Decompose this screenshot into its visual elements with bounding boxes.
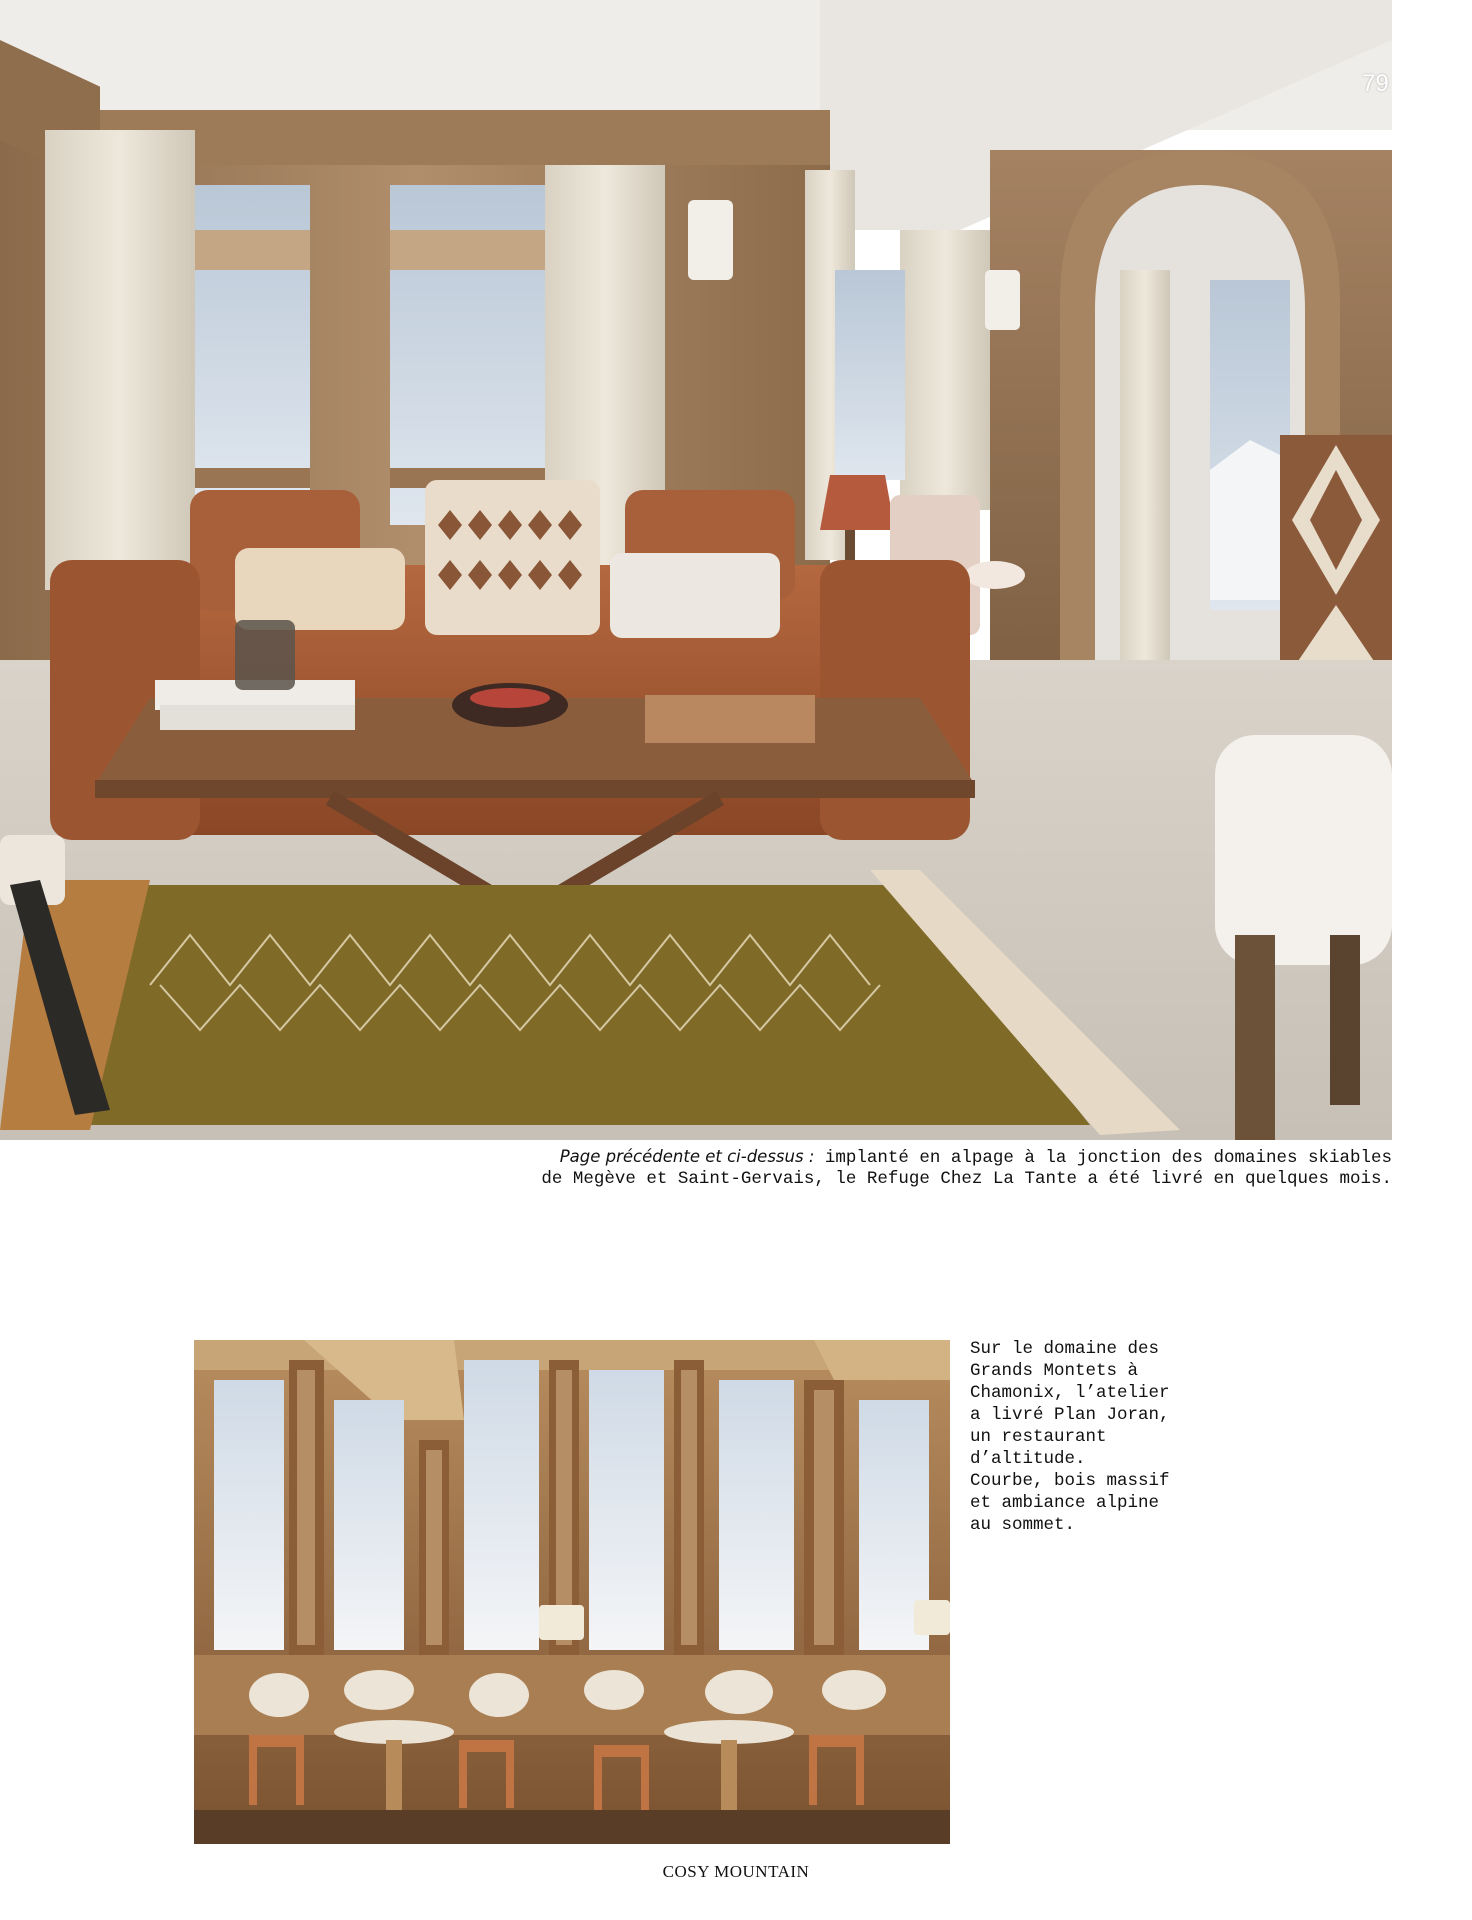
side-text-line: d’altitude. xyxy=(970,1449,1086,1469)
side-text-line: Courbe, bois massif xyxy=(970,1471,1170,1491)
side-text-line: a livré Plan Joran, xyxy=(970,1405,1170,1425)
caption-line-1-text: implanté en alpage à la jonction des domaines skiables xyxy=(814,1148,1392,1168)
side-text-line: et ambiance alpine xyxy=(970,1493,1160,1513)
caption-line-1 xyxy=(292,1146,1392,1169)
caption-lead: Page précédente et ci-dessus : xyxy=(559,1147,815,1166)
side-text-line: Grands Montets à xyxy=(970,1361,1139,1381)
side-text xyxy=(970,1338,1190,1536)
photo-caption xyxy=(292,1146,1392,1190)
side-text-line: Chamonix, l’atelier xyxy=(970,1383,1170,1403)
mountain-restaurant-photo xyxy=(194,1340,950,1844)
side-text-line: Sur le domaine des xyxy=(970,1339,1160,1359)
side-text-line: un restaurant xyxy=(970,1427,1107,1447)
side-text-line: au sommet. xyxy=(970,1515,1076,1535)
running-footer: COSY MOUNTAIN xyxy=(662,1862,810,1881)
caption-line-2: de Megève et Saint-Gervais, le Refuge Chez La Tante a été livré en quelques mois. xyxy=(541,1169,1392,1189)
page-number: 79 xyxy=(1362,70,1389,97)
